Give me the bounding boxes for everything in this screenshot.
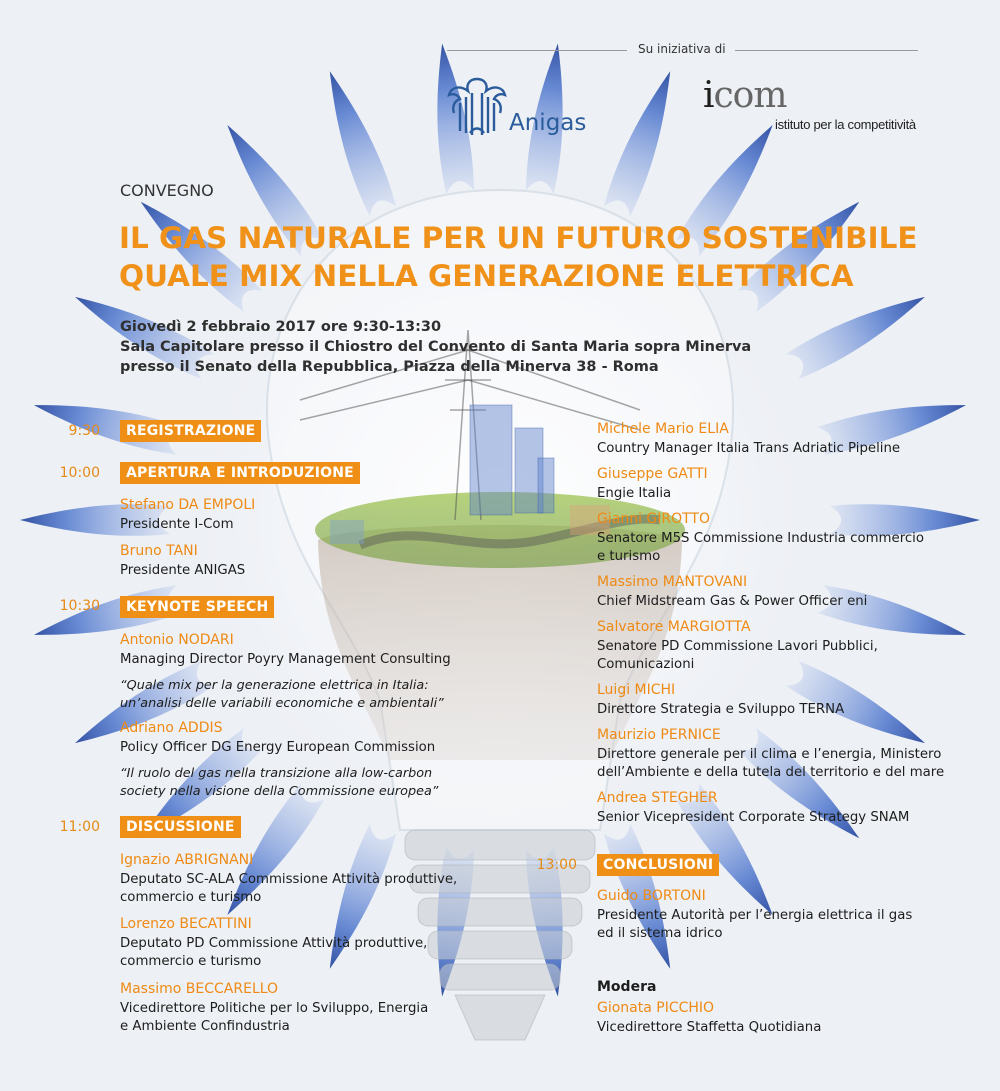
speaker-name: Luigi MICHI	[597, 682, 676, 698]
speaker-quote: society nella visione della Commissione europea”	[120, 784, 439, 799]
speaker-role: commercio e turismo	[120, 954, 262, 969]
speaker-name: Michele Mario ELIA	[597, 421, 729, 437]
session-badge-discussione: DISCUSSIONE	[120, 816, 241, 838]
speaker-name: Massimo BECCARELLO	[120, 981, 279, 997]
session-time: 11:00	[59, 819, 100, 835]
session-time: 10:00	[59, 465, 100, 481]
event-title-line-2: QUALE MIX NELLA GENERAZIONE ELETTRICA	[119, 259, 854, 293]
speaker-name: Andrea STEGHER	[597, 790, 718, 806]
speaker-role: Senatore M5S Commissione Industria commercio	[597, 531, 925, 546]
event-type: CONVEGNO	[120, 181, 214, 200]
anigas-logo	[446, 73, 508, 141]
speaker-quote: “Quale mix per la generazione elettrica in Italia:	[120, 678, 429, 693]
speaker-role: Country Manager Italia Trans Adriatic Pipeline	[597, 441, 901, 456]
event-venue-line-1: Sala Capitolare presso il Chiostro del Convento di Santa Maria sopra Minerva	[120, 339, 752, 355]
session-time: 10:30	[59, 598, 100, 614]
speaker-role: Presidente Autorità per l’energia elettrica il gas	[597, 908, 913, 923]
speaker-name: Massimo MANTOVANI	[597, 574, 748, 590]
speaker-role: Vicedirettore Staffetta Quotidiana	[597, 1020, 822, 1035]
anigas-name: Anigas	[509, 110, 587, 136]
speaker-role: Direttore Strategia e Sviluppo TERNA	[597, 702, 845, 717]
speaker-role: Direttore generale per il clima e l’energia, Ministero	[597, 747, 942, 762]
speaker-role: Engie Italia	[597, 486, 672, 501]
anigas-eagle-icon	[446, 73, 508, 137]
speaker-name: Ignazio ABRIGNANI	[120, 852, 254, 868]
speaker-role: e Ambiente Confindustria	[120, 1019, 290, 1034]
event-title-line-1: IL GAS NATURALE PER UN FUTURO SOSTENIBILE	[119, 221, 918, 255]
session-badge-apertura: APERTURA E INTRODUZIONE	[120, 462, 360, 484]
speaker-role: e turismo	[597, 549, 661, 564]
icom-tagline: istituto per la competitività	[775, 117, 916, 132]
icom-logo	[703, 75, 787, 116]
speaker-role: ed il sistema idrico	[597, 926, 723, 941]
session-badge-registrazione: REGISTRAZIONE	[120, 420, 261, 442]
icom-logo-text: com	[713, 75, 787, 116]
divider-right	[735, 50, 918, 51]
session-badge-conclusioni: CONCLUSIONI	[597, 854, 719, 876]
session-time: 13:00	[536, 857, 577, 873]
speaker-role: Presidente ANIGAS	[120, 563, 246, 578]
speaker-name: Bruno TANI	[120, 543, 198, 559]
icom-logo-i: i	[703, 75, 714, 116]
speaker-name: Gianni GIROTTO	[597, 511, 711, 527]
speaker-role: Chief Midstream Gas & Power Officer eni	[597, 594, 868, 609]
speaker-name: Stefano DA EMPOLI	[120, 497, 256, 513]
speaker-name: Guido BORTONI	[597, 888, 706, 904]
sponsor-label: Su iniziativa di	[638, 42, 726, 56]
speaker-name: Antonio NODARI	[120, 632, 234, 648]
speaker-role: Policy Officer DG Energy European Commission	[120, 740, 436, 755]
speaker-role: Senior Vicepresident Corporate Strategy SNAM	[597, 810, 910, 825]
speaker-name: Salvatore MARGIOTTA	[597, 619, 751, 635]
speaker-role: Comunicazioni	[597, 657, 695, 672]
event-date: Giovedì 2 febbraio 2017 ore 9:30-13:30	[120, 319, 442, 335]
speaker-name: Lorenzo BECATTINI	[120, 916, 252, 932]
speaker-role: dell’Ambiente e della tutela del territorio e del mare	[597, 765, 945, 780]
speaker-role: Deputato PD Commissione Attività produttive,	[120, 936, 428, 951]
speaker-name: Gionata PICCHIO	[597, 1000, 715, 1016]
speaker-role: Vicedirettore Politiche per lo Sviluppo, Energia	[120, 1001, 429, 1016]
speaker-role: Presidente I-Com	[120, 517, 234, 532]
speaker-name: Adriano ADDIS	[120, 720, 223, 736]
speaker-role: Deputato SC-ALA Commissione Attività produttive,	[120, 872, 458, 887]
speaker-role: commercio e turismo	[120, 890, 262, 905]
session-time: 9:30	[68, 423, 100, 439]
divider-left	[447, 50, 627, 51]
moderator-label: Modera	[597, 979, 657, 995]
speaker-quote: un’analisi delle variabili economiche e ambientali”	[120, 696, 444, 711]
event-venue-line-2: presso il Senato della Repubblica, Piazza della Minerva 38 - Roma	[120, 359, 659, 375]
speaker-name: Giuseppe GATTI	[597, 466, 708, 482]
session-badge-keynote: KEYNOTE SPEECH	[120, 596, 274, 618]
speaker-name: Maurizio PERNICE	[597, 727, 721, 743]
speaker-role: Senatore PD Commissione Lavori Pubblici,	[597, 639, 878, 654]
speaker-role: Managing Director Poyry Management Consulting	[120, 652, 451, 667]
speaker-quote: “Il ruolo del gas nella transizione alla low-carbon	[120, 766, 433, 781]
